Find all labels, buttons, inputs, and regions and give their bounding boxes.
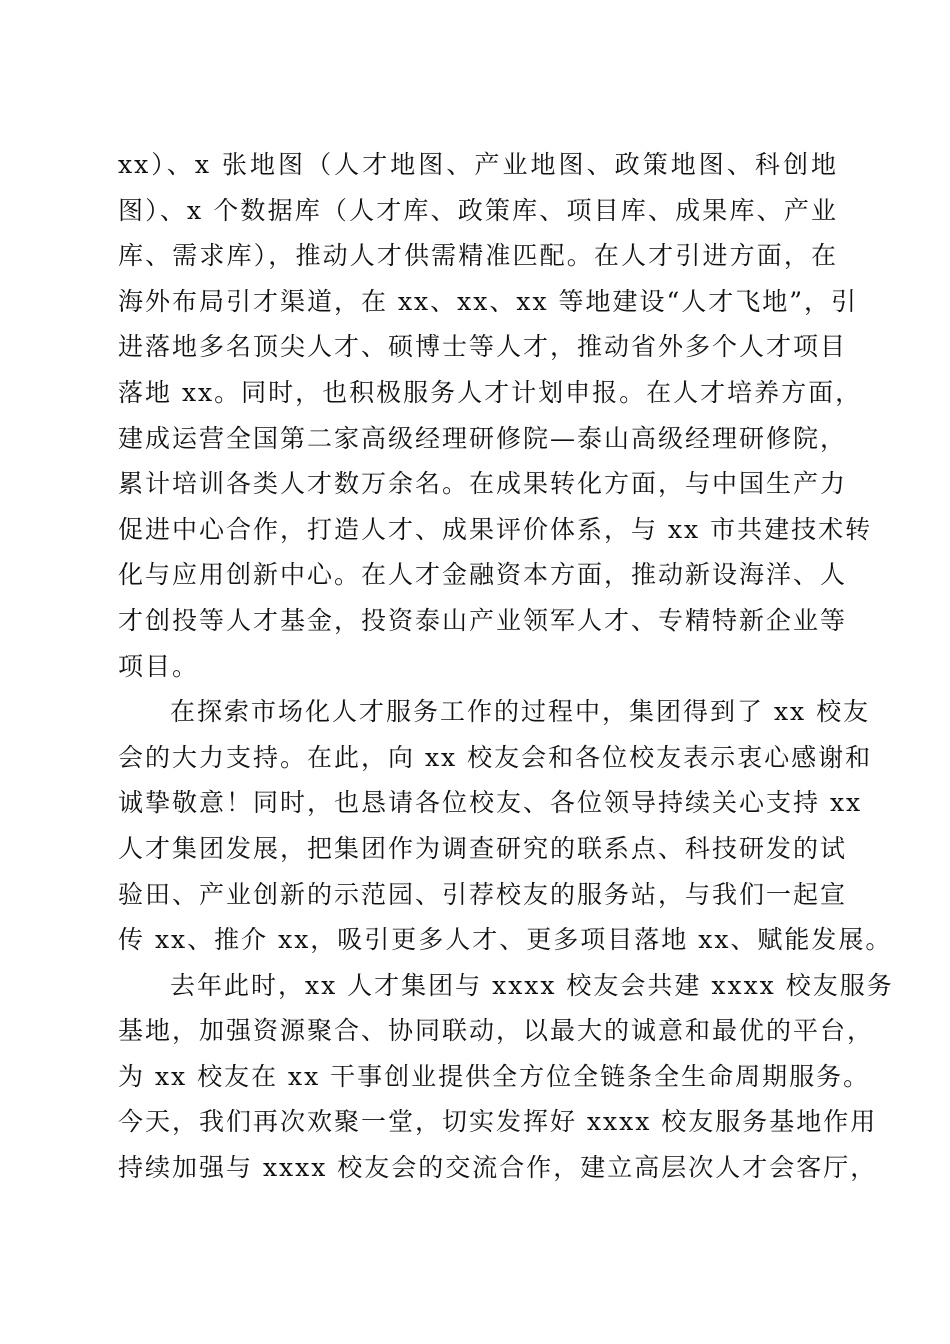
text-line: 基地，加强资源聚合、协同联动，以最大的诚意和最优的平台， xyxy=(118,1016,875,1046)
text-line: 会的大力支持。在此，向 xx 校友会和各位校友表示衷心感谢和 xyxy=(118,742,873,772)
text-line: 今天，我们再次欢聚一堂，切实发挥好 xxxx 校友服务基地作用 xyxy=(118,1107,878,1137)
text-line: 持续加强与 xxxx 校友会的交流合作，建立高层次人才会客厅， xyxy=(118,1153,878,1183)
text-line: 才创投等人才基金，投资泰山产业领军人才、专精特新企业等 xyxy=(118,605,848,635)
text-line: 化与应用创新中心。在人才金融资本方面，推动新设海洋、人 xyxy=(118,560,848,590)
text-line: 人才集团发展，把集团作为调查研究的联系点、科技研发的试 xyxy=(118,833,848,863)
text-line: 海外布局引才渠道，在 xx、xx、xx 等地建设“人才飞地”，引 xyxy=(118,286,859,316)
text-line: 在探索市场化人才服务工作的过程中，集团得到了 xx 校友 xyxy=(170,697,871,727)
body-text xyxy=(118,142,894,1191)
text-line: 验田、产业创新的示范园、引荐校友的服务站，与我们一起宣 xyxy=(118,879,848,909)
text-line: 为 xx 校友在 xx 干事创业提供全方位全链条全生命周期服务。 xyxy=(118,1061,871,1091)
text-line: 进落地多名顶尖人才、硕博士等人才，推动省外多个人才项目 xyxy=(118,332,848,362)
text-line: 落地 xx。同时，也积极服务人才计划申报。在人才培养方面， xyxy=(118,377,863,407)
text-line: 库、需求库），推动人才供需精准匹配。在人才引进方面，在 xyxy=(118,241,838,271)
paragraph-3 xyxy=(118,963,894,1191)
text-line: 诚挚敬意！同时，也恳请各位校友、各位领导持续关心支持 xx xyxy=(118,788,863,818)
text-line: 项目。 xyxy=(118,651,200,681)
text-line: 图）、x 个数据库（人才库、政策库、项目库、成果库、产业 xyxy=(118,195,838,225)
text-line: xx）、x 张地图（人才地图、产业地图、政策地图、科创地 xyxy=(118,150,838,179)
paragraph-2 xyxy=(118,689,893,963)
text-line: 累计培训各类人才数万余名。在成果转化方面，与中国生产力 xyxy=(118,469,848,499)
paragraph-1 xyxy=(118,142,873,689)
text-line: 传 xx、推介 xx，吸引更多人才、更多项目落地 xx、赋能发展。 xyxy=(118,925,893,955)
text-line: 去年此时，xx 人才集团与 xxxx 校友会共建 xxxx 校友服务 xyxy=(170,970,894,1000)
text-line: 建成运营全国第二家高级经理研修院—泰山高级经理研修院， xyxy=(118,423,848,453)
text-line: 促进中心合作，打造人才、成果评价体系，与 xx 市共建技术转 xyxy=(118,514,873,544)
